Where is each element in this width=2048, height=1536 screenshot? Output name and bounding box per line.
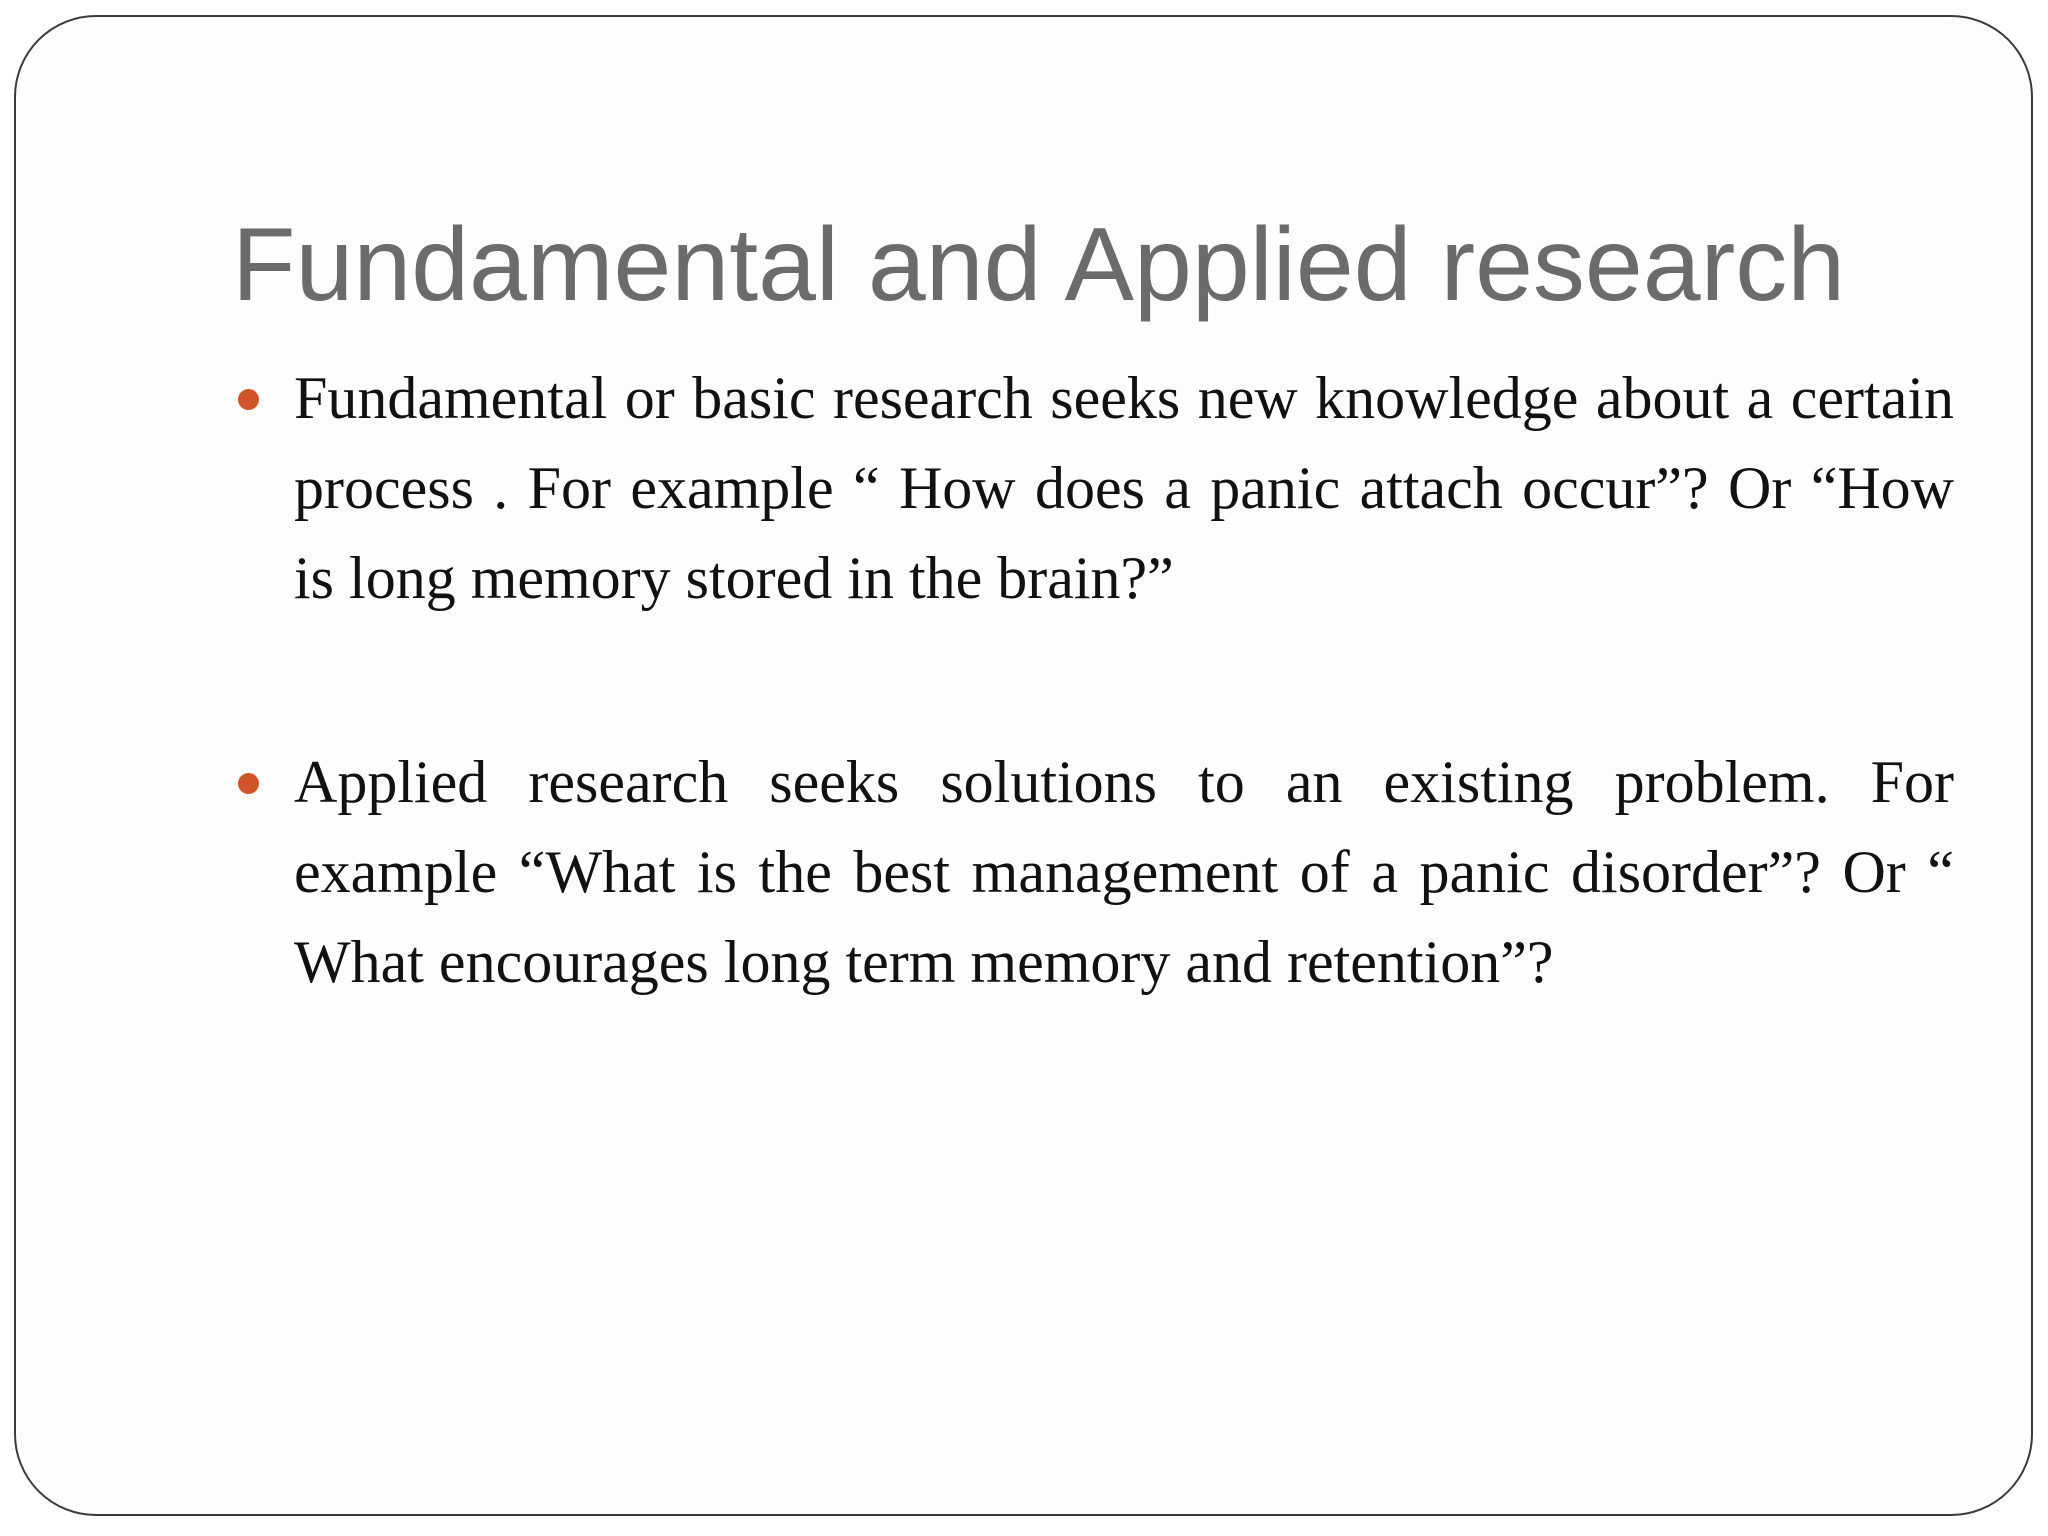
bullet-item-applied [232, 737, 1954, 1007]
bullet-dot-icon [238, 773, 259, 794]
bullet-dot-icon [238, 389, 259, 410]
bullet-text: Fundamental or basic research seeks new knowledge about a certain process . For example “ How does a panic attach occur”? Or “How is long memory stored in the brain?” [294, 365, 1954, 611]
bullet-list [232, 353, 1954, 1007]
bullet-text: Applied research seeks solutions to an existing problem. For example “What is the best management of a panic disorder”? Or “ What encourages long term memory and retention”? [294, 749, 1954, 995]
slide-title: Fundamental and Applied research [232, 207, 1846, 323]
bullet-item-fundamental [232, 353, 1954, 623]
slide-frame [14, 15, 2033, 1516]
